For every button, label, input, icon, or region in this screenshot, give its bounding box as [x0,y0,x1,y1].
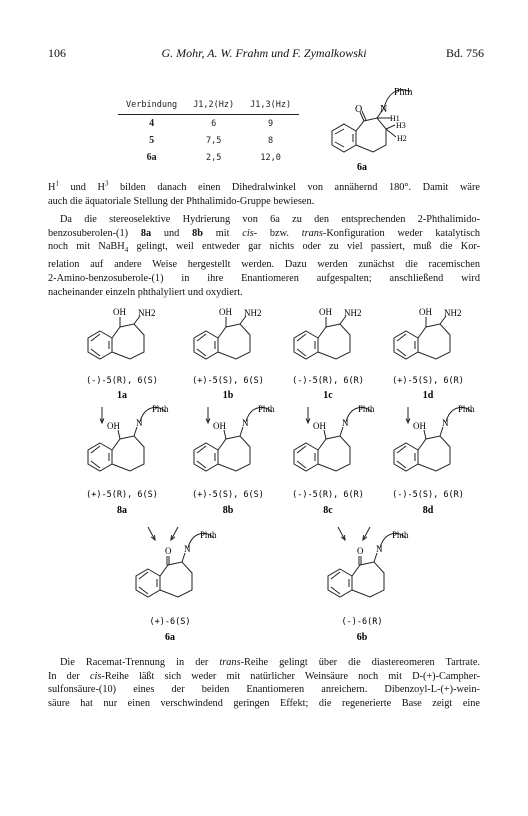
compound-8b-benzene-ring [194,443,218,471]
structure-label: 6a [357,162,367,173]
compound-1a-config: (-)-5(R), 6(S) [86,376,158,386]
text-line: Da die stereoselektive Hydrierung von 6a zu den entsprechenden 2-Phthalimido- [60,214,480,225]
compound-6b-benzene-ring [328,569,352,597]
compound-8c-oh-group: OH [313,421,326,431]
structure-h3: H3 [396,121,406,130]
compound-8b-bond [240,427,243,436]
compound-6a-bond [182,553,185,562]
text-line: $H^1$ und $H^3$ bilden danach einen Dihedralwinkel von annähernd 180°. Damit wäre [48,179,480,193]
reaction-arrow [171,527,178,540]
table-row: 4 6 9 [149,118,274,129]
structure-group-phth: Phth [394,87,413,98]
table-row: 5 7,5 8 [149,135,274,146]
compound-1a-label: 1a [117,390,127,401]
compound-1b-oh-group: OH [219,307,232,317]
compound-8d-benzene-ring [394,443,418,471]
compound-6b-label: 6b [356,632,368,643]
compound-8a-bond [134,427,137,436]
compound-8d-bond [424,430,426,439]
compound-6b-config: (-)-6(R) [341,617,383,627]
compound-6b-seven-ring [352,562,384,597]
compound-8b-bond [224,430,226,439]
compound-1d-oh-group: OH [419,307,432,317]
table-header-compound: Verbindung [118,98,185,115]
compound-8c-n-atom: N [342,418,349,428]
text-line: benzosuberolen-(1) 8a und 8b mit cis- bzw. trans-Konfiguration weder katalytisch [48,227,480,239]
compound-6b-bond [374,553,377,562]
compound-6a-benzene-ring [136,569,160,597]
structure-h1: H1 [390,114,400,123]
compound-6a-o-atom: O [165,546,172,556]
text-line: In der cis-Reihe läßt sich weder mit natürlicher Weinsäure noch mit D-(+)-Campher- [48,670,481,682]
table-row: 6a 2,5 12,0 [146,152,281,163]
compound-8a-phth-group: Phth [152,404,169,414]
compound-8d-oh-group: OH [413,421,426,431]
text-line: 2-Amino-benzosuberole-(1) in ihre Enantiomeren aufgespalten; anschließend wird [48,272,480,284]
volume-label: Bd. 756 [445,46,484,60]
compound-8c-config: (-)-5(R), 6(R) [292,490,364,500]
compound-1d-nh2-group: NH2 [444,308,462,318]
structure-h2: H2 [397,134,407,143]
compound-1a-seven-ring [112,324,144,359]
compound-8d-phth-group: Phth [458,404,475,414]
compound-1b-seven-ring [218,324,250,359]
compound-1a-oh-group: OH [113,307,126,317]
compound-1a-benzene-ring [88,331,112,359]
compound-1c-oh-group: OH [319,307,332,317]
compound-8b-label: 8b [222,505,234,516]
compound-6b-phth-group: Phth [392,530,409,540]
compound-8a-label: 8a [117,505,127,516]
compound-8b-phth-group: Phth [258,404,275,414]
compound-6b-n-atom: N [376,544,383,554]
text-line: Die Racemat-Trennung in der trans-Reihe gelingt über die diastereomeren Tartrate. [60,657,480,668]
compound-1d-benzene-ring [394,331,418,359]
table-header-j13: J1,3(Hz) [242,98,299,115]
compound-1b-nh2-group: NH2 [244,308,262,318]
compound-6a-phth-group: Phth [200,530,217,540]
paragraph-resolution [48,656,480,711]
compound-8b-config: (+)-5(S), 6(S) [192,490,264,500]
compound-8c-label: 8c [323,505,333,516]
compound-8c-bond [340,427,343,436]
compound-1b-benzene-ring [194,331,218,359]
compound-6a-seven-ring [160,562,192,597]
compound-8d-label: 8d [422,505,434,516]
compound-1c-seven-ring [318,324,350,359]
compound-8d-n-atom: N [442,418,449,428]
compound-6b-o-atom: O [357,546,364,556]
compound-8a-config: (+)-5(R), 6(S) [86,490,158,500]
text-line: nacheinander einzeln phthalyliert und oxydiert. [48,286,243,298]
compound-8b-oh-group: OH [213,421,226,431]
running-head-authors: G. Mohr, A. W. Frahm und F. Zymalkowski [161,46,367,60]
compound-6a-n-atom: N [184,544,191,554]
compound-1b-config: (+)-5(S), 6(S) [192,376,264,386]
page-number: 106 [48,46,66,60]
compound-8d-seven-ring [418,436,450,471]
reaction-arrow [148,527,155,540]
compound-1d-seven-ring [418,324,450,359]
compound-8d-config: (-)-5(S), 6(R) [392,490,464,500]
table-header-j12: J1,2(Hz) [185,98,242,115]
compound-1c-nh2-group: NH2 [344,308,362,318]
compound-1d-config: (+)-5(S), 6(R) [392,376,464,386]
compound-8c-benzene-ring [294,443,318,471]
text-line: auch die äquatoriale Stellung der Phthalimido-Gruppe bewiesen. [48,195,315,207]
compound-8a-bond [118,430,120,439]
compound-6a-config: (+)-6(S) [149,617,191,627]
compound-8a-seven-ring [112,436,144,471]
structure-atom-o: O [355,104,363,115]
compound-8a-n-atom: N [136,418,143,428]
structure-atom-n: N [380,104,388,115]
text-line: relation auf andere Weise hergestellt werden. Dazu werden zunächst die racemischen [48,259,480,271]
compound-8c-seven-ring [318,436,350,471]
compound-8a-benzene-ring [88,443,112,471]
sup-text: 3 [104,179,109,188]
compound-6a-label: 6a [165,632,175,643]
compound-1c-benzene-ring [294,331,318,359]
text-line: sulfonsäure-(10) eines der beiden Enantiomeren anreichern. Dibenzoyl-L-(+)-wein- [48,684,480,696]
text-line: säure hat nur einen verschwindend geringen Effekt; die regenerierte Base zeigt eine [48,698,480,710]
compound-8b-seven-ring [218,436,250,471]
text-line: noch mit NaBH$_4$ gelingt, weil entweder gar nichts oder zu viel passiert, muß die Kor- [48,241,480,255]
reaction-arrow [363,527,370,540]
sup-text: 1 [55,179,59,188]
compound-8b-n-atom: N [242,418,249,428]
reaction-arrow [338,527,345,540]
compound-1c-config: (-)-5(R), 6(R) [292,376,364,386]
compound-1a-nh2-group: NH2 [138,308,156,318]
compound-1d-label: 1d [422,390,434,401]
compound-8d-bond [440,427,443,436]
compound-1c-label: 1c [323,390,333,401]
compound-8c-phth-group: Phth [358,404,375,414]
compound-1b-label: 1b [222,390,234,401]
compound-8a-oh-group: OH [107,421,120,431]
compound-8c-bond [324,430,326,439]
